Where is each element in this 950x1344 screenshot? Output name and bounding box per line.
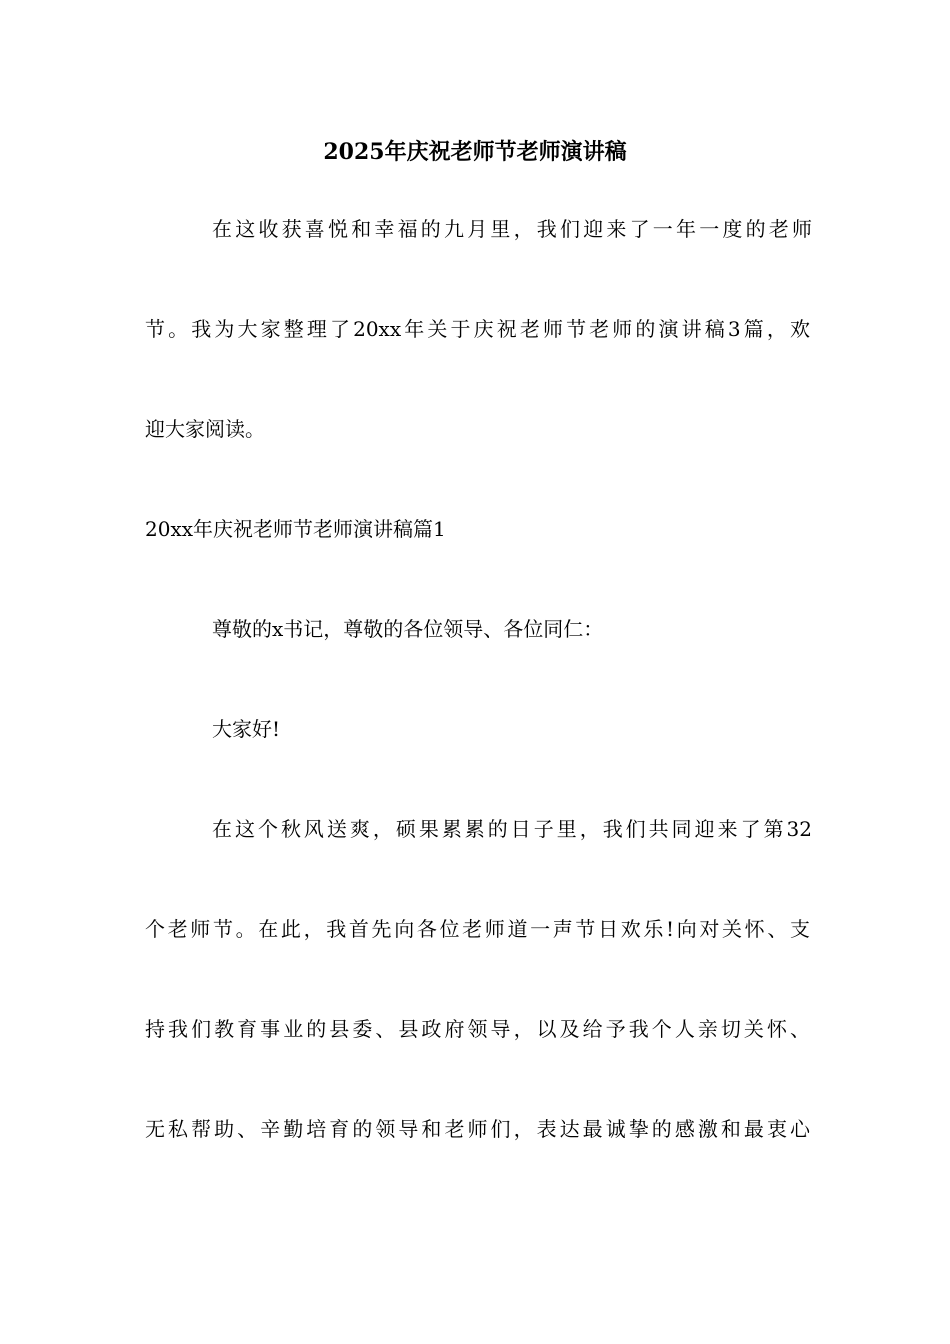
salutation-line: 尊敬的x书记，尊敬的各位领导、各位同仁： — [212, 617, 604, 641]
paragraph-line: 在这收获喜悦和幸福的九月里，我们迎来了一年一度的老师 — [212, 217, 812, 241]
paragraph-line: 在这个秋风送爽，硕果累累的日子里，我们共同迎来了第32 — [212, 817, 812, 841]
greeting-line: 大家好! — [212, 717, 281, 741]
paragraph-line: 个老师节。在此，我首先向各位老师道一声节日欢乐!向对关怀、支 — [145, 917, 810, 941]
paragraph-line: 迎大家阅读。 — [145, 417, 265, 441]
document-title: 2025年庆祝老师节老师演讲稿 — [323, 139, 627, 165]
section-heading: 20xx年庆祝老师节老师演讲稿篇1 — [145, 517, 446, 541]
paragraph-line: 持我们教育事业的县委、县政府领导，以及给予我个人亲切关怀、 — [145, 1017, 810, 1041]
paragraph-line: 无私帮助、辛勤培育的领导和老师们，表达最诚挚的感激和最衷心 — [145, 1117, 810, 1141]
paragraph-line: 节。我为大家整理了20xx年关于庆祝老师节老师的演讲稿3篇，欢 — [145, 317, 810, 341]
